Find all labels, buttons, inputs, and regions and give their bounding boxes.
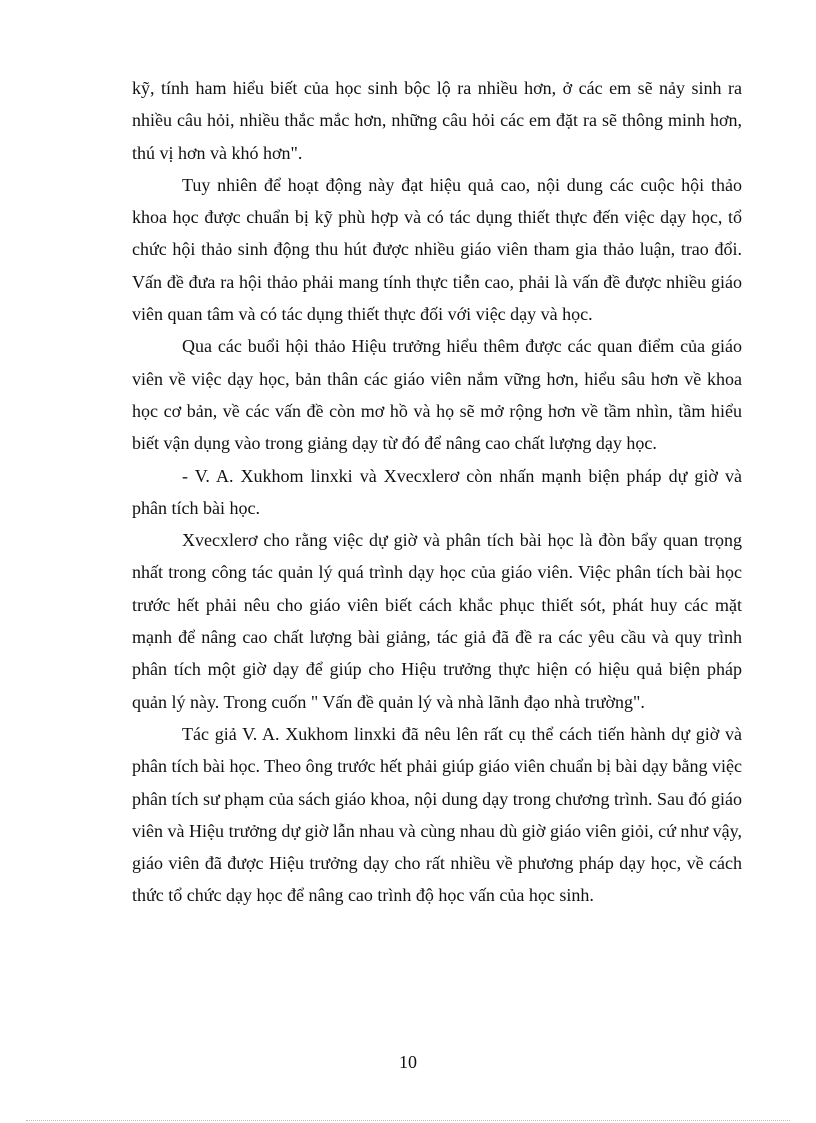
paragraph-xukhomlinxki: Tác giả V. A. Xukhom linxki đã nêu lên rất cụ thể cách tiến hành dự giờ và phân tích bài học. Theo ông trước hết phải giúp giáo viên chuẩn bị bài dạy bằng việc phân tích sư phạm của sách giáo khoa, nội dung dạy trong chương trình. Sau đó giáo viên và Hiệu trưởng dự giờ lẫn nhau và cùng nhau dù giờ giáo viên giỏi, cứ như vậy, giáo viên đã được Hiệu trưởng dạy cho rất nhiều về phương pháp dạy học, về cách thức tổ chức dạy học để nâng cao trình độ học vấn của học sinh. xyxy=(132,723,742,906)
paragraph-continued: kỹ, tính ham hiểu biết của học sinh bộc lộ ra nhiều hơn, ở các em sẽ nảy sinh ra nhiều câu hỏi, nhiều thắc mắc hơn, những câu hỏi các em đặt ra sẽ thông minh hơn, thú vị hơn và khó hơn". xyxy=(132,78,742,163)
paragraph-workshop-requirements: Tuy nhiên để hoạt động này đạt hiệu quả cao, nội dung các cuộc hội thảo khoa học được chuẩn bị kỹ phù hợp và có tác dụng thiết thực đến việc dạy học, tổ chức hội thảo sinh động thu hút được nhiều giáo viên tham gia thảo luận, trao đổi. Vấn đề đưa ra hội thảo phải mang tính thực tiễn cao, phải là vấn đề được nhiều giáo viên quan tâm và có tác dụng thiết thực đối với việc dạy và học. xyxy=(132,174,742,325)
paragraph-workshop-benefits: Qua các buổi hội thảo Hiệu trưởng hiểu thêm được các quan điểm của giáo viên về việc dạy học, bản thân các giáo viên nắm vững hơn, hiểu sâu hơn về khoa học cơ bản, về các vấn đề còn mơ hồ và họ sẽ mở rộng hơn về tầm nhìn, tầm hiểu biết vận dụng vào trong giảng dạy từ đó để nâng cao chất lượng dạy học. xyxy=(132,336,742,454)
page-bottom-divider xyxy=(26,1120,790,1121)
paragraph-xvecxlero: Xvecxlerơ cho rằng việc dự giờ và phân tích bài học là đòn bẩy quan trọng nhất trong công tác quản lý quá trình dạy học của giáo viên. Việc phân tích bài học trước hết phải nêu cho giáo viên biết cách khắc phục thiết sót, phát huy các mặt mạnh để nâng cao chất lượng bài giảng, tác giả đã đề ra các yêu cầu và quy trình phân tích một giờ dạy để giúp cho Hiệu trưởng thực hiện có hiệu quả biện pháp quản lý này. Trong cuốn " Vấn đề quản lý và nhà lãnh đạo nhà trường". xyxy=(132,530,742,712)
paragraph-lesson-observation: - V. A. Xukhom linxki và Xvecxlerơ còn nhấn mạnh biện pháp dự giờ và phân tích bài học. xyxy=(132,465,742,518)
page-number: 10 xyxy=(399,1052,417,1072)
body-text xyxy=(132,72,742,912)
